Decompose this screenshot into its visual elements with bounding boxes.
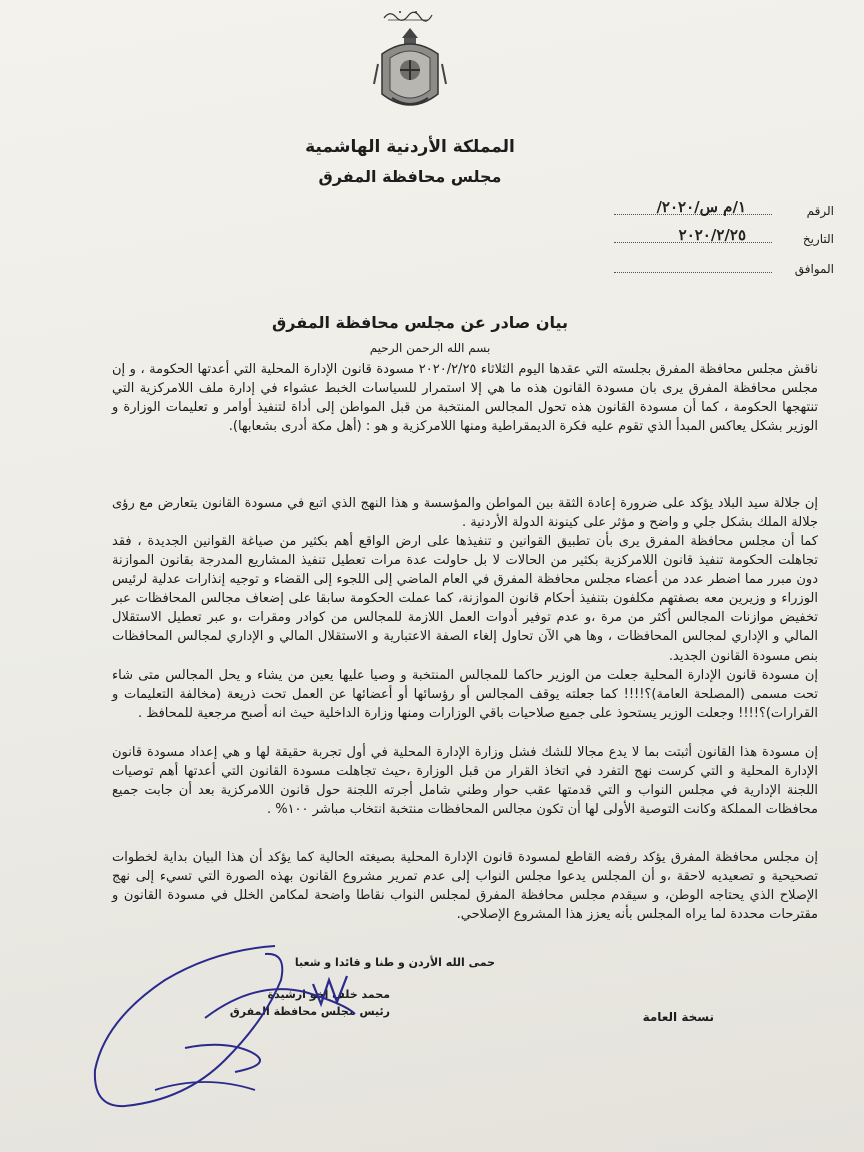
reference-corresponding-row bbox=[614, 262, 834, 276]
statement-paragraph: إن مسودة قانون الإدارة المحلية جعلت من الوزير حاكما للمجالس المنتخبة و وصيا عليها يعين من يشاء و يحل المجالس متى شاء تحت مسمى (المصلحة العامة)؟!!!! كما جعلته يوقف المجالس أو رؤسائها أو أعضائها عن العمل تحت ذريعة (مخالفة التعليمات و القرارات)؟!!!! وجعلت الوزير يستحوذ على جميع صلاحيات باقي الوزارات ومنها وزارة الداخلية حيث انه أصبح مرجعية للمحافظ . bbox=[112, 668, 818, 722]
reference-corresponding-label: الموافق bbox=[794, 262, 834, 276]
signatory-title: رئيس مجلس محافظة المفرق bbox=[229, 1005, 390, 1018]
dotted-line bbox=[614, 262, 772, 273]
signatory-name: محمد خلف اخو ارشيدة bbox=[267, 988, 390, 1001]
organization-title: المملكة الأردنية الهاشمية bbox=[305, 137, 515, 157]
reference-date-value: ٢٠٢٠/٢/٢٥ bbox=[678, 226, 746, 244]
reference-number-row bbox=[614, 198, 834, 218]
reference-number-label: الرقم bbox=[806, 204, 834, 218]
statement-paragraph: إن مسودة هذا القانون أثبتت بما لا يدع مجالا للشك فشل وزارة الإدارة المحلية في أول تجربة حقيقة لها و هي إعداد مسودة قانون الإدارة المحلية و التي كرست نهج التفرد في اتخاذ القرار من قبل الوزارة ،حيث تجاهلت مسودة القانون التي أعدتها أهم توصيات اللجنة الإدارية في مجلس النواب و التي قدمتها عقب حوار وطني شامل أجرته اللجنة حول قانون اللامركزية بعد أن جابت جميع محافظات المملكة وكانت التوصية الأولى لها أن تكون مجالس المحافظات منتخبة انتخاب مباشر ١٠٠% . bbox=[112, 745, 818, 818]
reference-number-value: ١/م س/٢٠٢٠/ bbox=[656, 198, 746, 216]
statement-paragraph: إن مجلس محافظة المفرق يؤكد رفضه القاطع لمسودة قانون الإدارة المحلية بصيغته الحالية كما يؤكد أن هذا البيان بداية لخطوات تصحيحية و تصعيديه لاحقة ،و أن المجلس يدعوا مجلس النواب إلى عدم تمرير مشروع القانون بهذه الصورة التي تسيء إلى نهج الإصلاح الذي يحتاجه الوطن، و سيقدم مجلس محافظة المفرق لمجلس النواب نقاطا واضحة لمكامن الخلل في مسودة القانون و مقترحات محددة لما يراه المجلس بأنه يعزز هذا المشروع الإصلاحي. bbox=[112, 850, 818, 923]
reference-date-row bbox=[614, 226, 834, 246]
organization-subtitle: مجلس محافظة المفرق bbox=[318, 167, 502, 186]
statement-paragraph: إن جلالة سيد البلاد يؤكد على ضرورة إعادة الثقة بين المواطن والمؤسسة و هذا النهج الذي اتبع في مسودة القانون يتعارض مع رؤى جلالة الملك بشكل جلي و واضح و مؤثر على كينونة الدولة الأردنية . bbox=[112, 496, 818, 531]
statement-title: بيان صادر عن مجلس محافظة المفرق bbox=[271, 313, 569, 332]
kingdom-crest-emblem bbox=[372, 24, 448, 120]
crest-script-calligraphy bbox=[380, 6, 436, 24]
reference-date-label: التاريخ bbox=[802, 232, 834, 246]
basmala: بسم الله الرحمن الرحيم bbox=[369, 341, 491, 355]
closing-salutation: حمى الله الأردن و طنا و قائدا و شعبا bbox=[294, 956, 496, 969]
statement-paragraph: ناقش مجلس محافظة المفرق بجلسته التي عقدها اليوم الثلاثاء ٢٠٢٠/٢/٢٥ مسودة قانون الإدارة المحلية التي أعدتها الحكومة ، و إن مجلس محافظة المفرق يرى بان مسودة القانون هذه ما هي إلا استمرار للسياسات الخبط عشواء في إدارة ملف اللامركزية التي تنتهجها الحكومة ، كما أن مسودة القانون هذه تحول المجالس المنتخبة من قبل المواطن إلى أداة لتنفيذ أوامر و تعليمات الوزارة و الوزير بشكل يعاكس المبدأ الذي تقوم عليه فكرة الديمقراطية ومنها اللامركزية و هو : (أهل مكة أدرى بشعابها). bbox=[112, 362, 819, 435]
statement-paragraph: كما أن مجلس محافظة المفرق يرى بأن تطبيق القوانين و تنفيذها على ارض الواقع أهم بكثير من صياغة القوانين الجديدة ، فقد تجاهلت الحكومة تنفيذ قانون اللامركزية بكثير من الحالات لا بل حاولت عدة مرات تعطيل تنفيذ المشاريع المدرجة بقانون الموازنة دون مبرر مما اضطر عدد من أعضاء مجلس محافظة المفرق في العام الماضي إلى اللجوء إلى القضاء و توجيه إنذارات عدلية لرئيس الوزراء و وزيرين معه بصفتهم مكلفون بتنفيذ أحكام قانون الموازنة، كما عملت الحكومة سابقا على إضعاف مجالس المحافظات عبر تخفيض موازنات المجالس أكثر من مرة ،و عدم توفير أدوات العمل اللازمة للمجالس من كوادر ومقرات ،و عبر تعطيل الاستقلال المالي و الإداري لمجالس المحافظات ، وها هي الآن تحاول إلغاء الصفة الاعتبارية و الاستقلال المالي و الإداري لمجالس المحافظات بنص مسودة القانون الجديد. bbox=[112, 534, 818, 664]
handwritten-signature bbox=[55, 940, 475, 1130]
copy-note: نسخة العامة bbox=[642, 1010, 714, 1024]
